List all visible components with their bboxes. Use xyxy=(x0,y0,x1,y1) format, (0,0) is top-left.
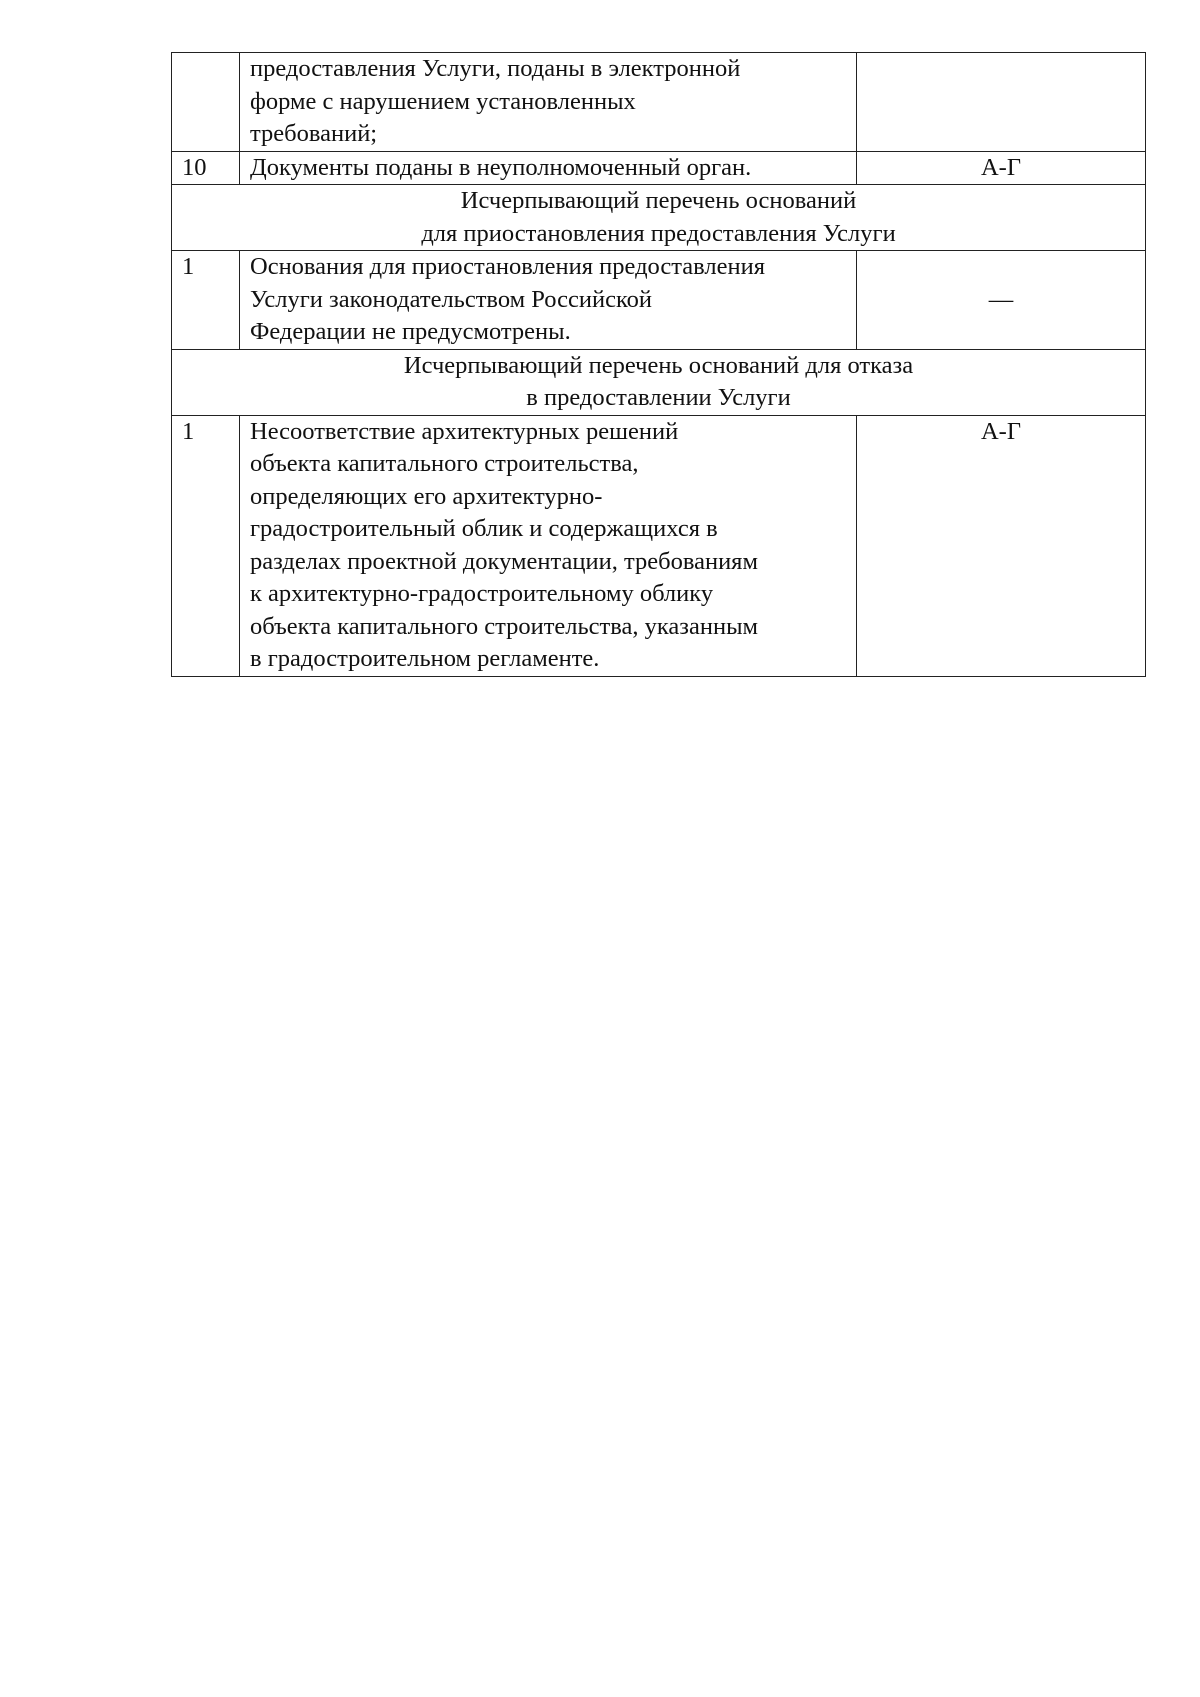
row-number: 10 xyxy=(172,151,240,185)
text-line: предоставления Услуги, поданы в электронной xyxy=(250,55,741,82)
table-row xyxy=(172,53,1146,152)
section-heading-line: Исчерпывающий перечень оснований xyxy=(460,187,857,214)
text-line: разделах проектной документации, требованиям xyxy=(250,547,758,575)
text-line: Несоответствие архитектурных решений xyxy=(250,417,679,445)
table-row xyxy=(172,151,1146,185)
section-header-row xyxy=(172,185,1146,251)
row-number xyxy=(172,53,240,152)
text-line: определяющих его архитектурно- xyxy=(250,482,603,510)
section-heading-suspend xyxy=(172,185,1146,251)
text-line: объекта капитального строительства, xyxy=(250,450,639,477)
row-code: А-Г xyxy=(857,415,1146,676)
section-heading-line: Исчерпывающий перечень оснований для отказа xyxy=(403,351,914,379)
grounds-table xyxy=(171,52,1146,677)
text-line: Основания для приостановления предоставления xyxy=(250,253,765,280)
row-text xyxy=(240,251,857,350)
section-heading-line: в предоставлении Услуги xyxy=(526,384,791,411)
text-line: форме с нарушением установленных xyxy=(250,87,636,115)
section-header-row xyxy=(172,349,1146,415)
row-text xyxy=(240,151,857,185)
text-line: Услуги законодательством Российской xyxy=(250,285,652,313)
text-line: объекта капитального строительства, указанным xyxy=(250,612,759,640)
section-heading-refuse xyxy=(172,349,1146,415)
table-row xyxy=(172,415,1146,676)
row-text xyxy=(240,53,857,152)
text-line: Документы поданы в неуполномоченный орган. xyxy=(250,153,752,181)
row-text xyxy=(240,415,857,676)
table-row xyxy=(172,251,1146,350)
text-line: требований; xyxy=(250,120,378,147)
row-code: А-Г xyxy=(857,151,1146,185)
row-code xyxy=(857,53,1146,152)
section-heading-line: для приостановления предоставления Услуги xyxy=(421,219,896,247)
text-line: градостроительный облик и содержащихся в xyxy=(250,515,718,542)
text-line: Федерации не предусмотрены. xyxy=(250,318,571,345)
text-line: к архитектурно-градостроительному облику xyxy=(250,580,714,607)
row-number: 1 xyxy=(172,415,240,676)
row-code: — xyxy=(857,251,1146,350)
row-number: 1 xyxy=(172,251,240,350)
text-line: в градостроительном регламенте. xyxy=(250,645,600,672)
